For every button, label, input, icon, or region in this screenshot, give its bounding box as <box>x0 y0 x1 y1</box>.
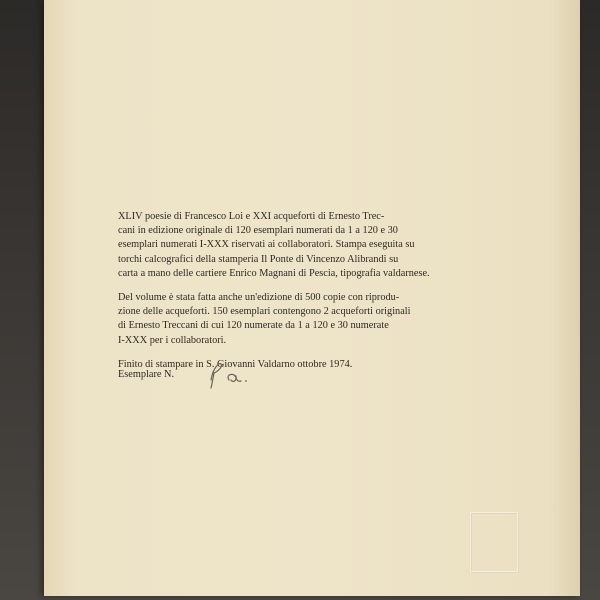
handwritten-copy-number <box>205 360 265 390</box>
colophon-paragraph-edition: XLIV poesie di Francesco Loi e XXI acqueforti di Ernesto Trec- cani in edizione originale di 120 esemplari numerati da 1 a 120 e 30 esemplari numerati I-XXX riservati ai collaboratori. Stampa eseguita su torchi calcografici della stamperia Il Ponte di Vincenzo Alibrandi su carta a mano delle cartiere Enrico Magnani di Pescia, tipografia valdarnese. <box>118 211 430 279</box>
colophon-paragraph-reproduction: Del volume è stata fatta anche un'edizione di 500 copie con riprodu- zione delle acqueforti. 150 esemplari contengono 2 acqueforti originali di Ernesto Treccani di cui 120 numerate da 1 a 120 e 30 numerate I-XXX per i collaboratori. <box>118 292 411 346</box>
colophon-paragraph-printing: Finito di stampare in S. Giovanni Valdarno ottobre 1974. <box>118 358 353 370</box>
copy-number-label: Esemplare N. <box>118 369 175 380</box>
colophon-text <box>118 210 458 382</box>
blind-stamp <box>470 512 518 572</box>
